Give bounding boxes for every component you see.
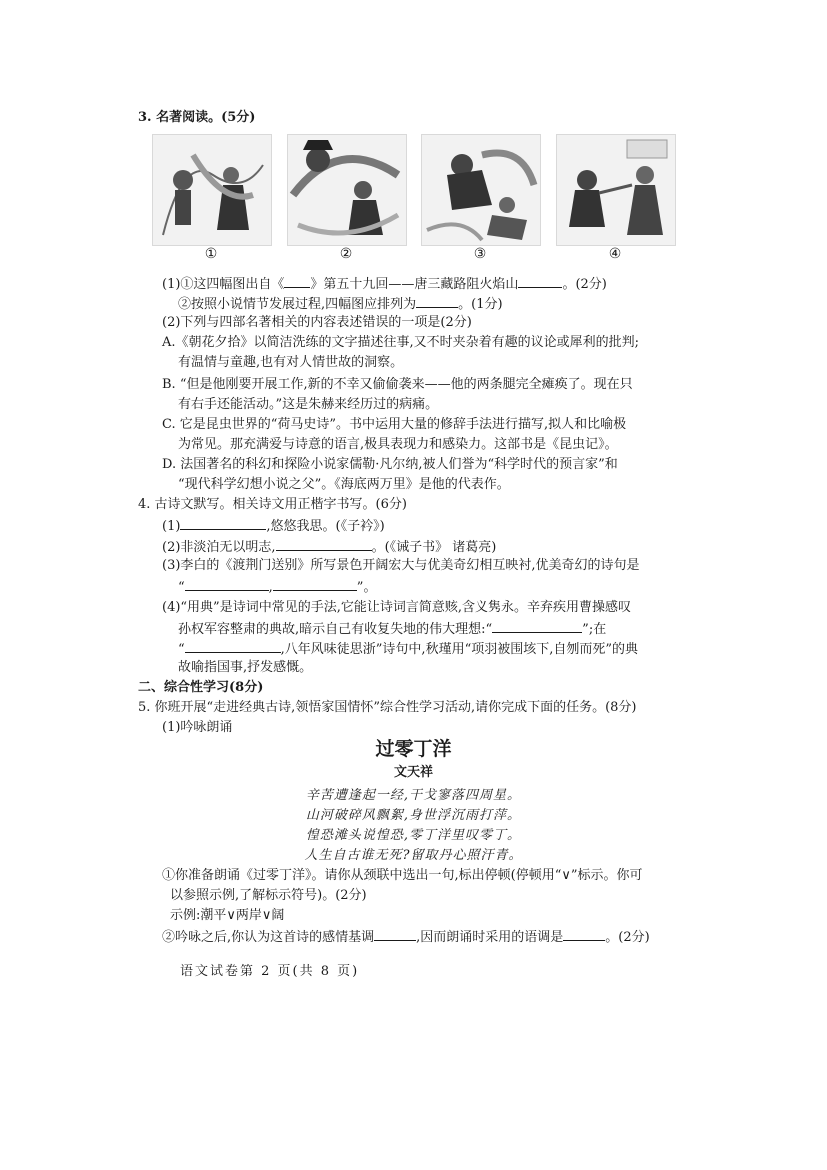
section-2-title: 二、综合性学习(8分) [138,680,264,695]
answer-blank[interactable] [492,618,582,633]
q4-line4c: “ ,八年风味徒思浙”诗句中,秋瑾用“项羽被围垓下,自刎而死”的典 [178,638,638,660]
illustration-icon [288,135,406,245]
answer-blank[interactable] [416,293,458,308]
picture-2 [287,134,407,246]
option-b-line2: 有右手还能活动。”这是朱赫来经历过的病痛。 [178,397,439,412]
option-c-line2: 为常见。那充满爱与诗意的语言,极具表现力和感染力。这部书是《昆虫记》。 [178,437,618,452]
q4-line4d: 故喻指国事,抒发感慨。 [178,660,313,675]
q5-title: 5. 你班开展“走进经典古诗,领悟家国情怀”综合性学习活动,请你完成下面的任务。(8分) [138,700,637,715]
poem-author: 文天祥 [393,765,433,780]
poem-title: 过零丁洋 [375,738,452,760]
q3-title: 3. 名著阅读。(5分) [138,110,256,125]
option-c-line1: C. 它是昆虫世界的“荷马史诗”。书中运用大量的修辞手法进行描写,拟人和比喻极 [162,417,627,432]
picture-4-label: ④ [608,246,622,262]
q4-line1: (1) ,悠悠我思。(《子衿》) [162,515,385,537]
picture-4 [556,134,676,246]
answer-blank[interactable] [185,638,281,653]
q3-sub2: (2)下列与四部名著相关的内容表述错误的一项是(2分) [162,315,472,330]
q3-sub1: (1)①这四幅图出自《 》第五十九回——唐三藏路阻火焰山 。(2分) [162,273,607,295]
answer-blank[interactable] [374,926,416,941]
poem-line: 山河破碎风飘絮,身世浮沉雨打萍。 [305,808,522,823]
answer-blank[interactable] [518,273,562,288]
poem-line: 人生自古谁无死?留取丹心照汗青。 [304,848,523,863]
q4-line4a: (4)“用典”是诗词中常见的手法,它能让诗词言简意赅,含义隽永。辛弃疾用曹操感叹 [162,600,631,615]
answer-blank[interactable] [284,273,310,288]
q4-line2: (2)非淡泊无以明志, 。(《诫子书》 诸葛亮) [162,536,496,558]
q5-task1-line2: 以参照示例,了解标示符号)。(2分) [170,888,367,903]
poem-line: 惶恐滩头说惶恐,零丁洋里叹零丁。 [305,828,522,843]
q4-title: 4. 古诗文默写。相关诗文用正楷字书写。(6分) [138,497,407,512]
poem-line: 辛苦遭逢起一经,干戈寥落四周星。 [305,788,522,803]
illustration-icon [557,135,675,245]
picture-3 [421,134,541,246]
picture-2-label: ② [339,246,353,262]
option-a-line1: A.《朝花夕拾》以简洁洗练的文字描述往事,又不时夹杂着有趣的议论或犀利的批判; [162,335,640,350]
option-d-line1: D. 法国著名的科幻和探险小说家儒勒·凡尔纳,被人们誉为“科学时代的预言家”和 [162,457,618,472]
option-a-line2: 有温情与童趣,也有对人情世故的洞察。 [178,355,404,370]
q5-task1-line1: ①你准备朗诵《过零丁洋》。请你从颈联中选出一句,标出停顿(停顿用“∨”标示。你可 [162,868,643,883]
picture-1 [152,134,272,246]
answer-blank[interactable] [180,515,266,530]
answer-blank[interactable] [276,536,372,551]
answer-blank[interactable] [185,576,269,591]
picture-3-label: ③ [473,246,487,262]
q5-task2: ②吟咏之后,你认为这首诗的感情基调 ,因而朗诵时采用的语调是 。(2分) [162,926,650,948]
option-d-line2: “现代科学幻想小说之父”。《海底两万里》是他的代表作。 [178,477,510,492]
answer-blank[interactable] [273,576,357,591]
answer-blank[interactable] [563,926,605,941]
option-b-line1: B. “但是他刚要开展工作,新的不幸又偷偷袭来——他的两条腿完全瘫痪了。现在只 [162,377,633,392]
picture-1-label: ① [204,246,218,262]
illustration-icon [153,135,271,245]
q5-sub1: (1)吟咏朗诵 [162,720,233,735]
q4-line3: (3)李白的《渡荆门送别》所写景色开阔宏大与优美奇幻相互映衬,优美奇幻的诗句是 [162,558,640,573]
illustration-icon [422,135,540,245]
q3-sub1-2: ②按照小说情节发展过程,四幅图应排列为 。(1分) [178,293,503,315]
q5-example: 示例:潮平∨两岸∨阔 [170,908,285,923]
q4-line3b: “ , ”。 [178,576,376,598]
q4-line4b: 孙权军容整肃的典故,暗示自己有收复失地的伟大理想:“ ”;在 [178,618,606,640]
page-footer: 语文试卷第 2 页(共 8 页) [180,964,360,979]
